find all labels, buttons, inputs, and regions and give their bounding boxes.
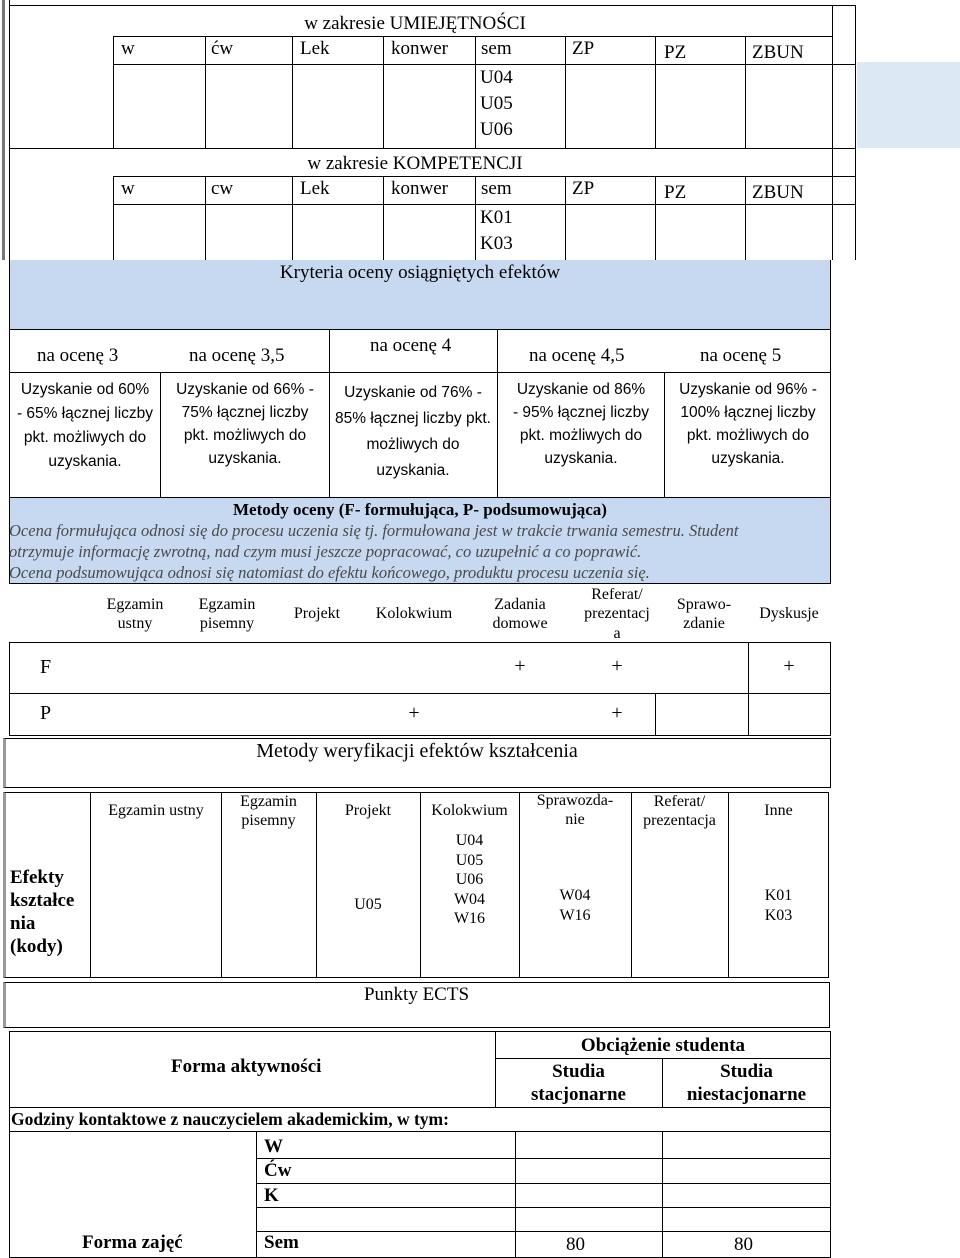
komp-header-zbun: ZBUN bbox=[752, 182, 804, 203]
umiej-header-lek: Lek bbox=[300, 38, 330, 59]
col-line bbox=[113, 176, 114, 260]
komp-header-pz: PZ bbox=[664, 182, 687, 203]
col-line bbox=[256, 1131, 257, 1258]
col-line bbox=[565, 176, 566, 260]
f-referat-mark: + bbox=[611, 655, 623, 677]
grade-4-5-label: na ocenę 4,5 bbox=[529, 345, 625, 366]
row-line bbox=[495, 1058, 831, 1059]
side-shade bbox=[857, 62, 960, 148]
grade-4-label: na ocenę 4 bbox=[370, 335, 452, 356]
col-line bbox=[90, 792, 91, 978]
grade-5-label: na ocenę 5 bbox=[700, 345, 782, 366]
row-line bbox=[256, 1207, 831, 1208]
col-line bbox=[655, 36, 656, 148]
outer-left-border bbox=[2, 0, 5, 260]
col-line bbox=[383, 36, 384, 148]
zajecia-cw: Ćw bbox=[264, 1160, 292, 1181]
ocena-header-egzamin-pisemny: Egzamin pisemny bbox=[198, 595, 256, 632]
umiej-sem-code: U04 bbox=[480, 67, 513, 88]
umiej-header-cw: ćw bbox=[211, 38, 234, 59]
col-line bbox=[745, 176, 746, 260]
col-line bbox=[113, 36, 114, 148]
wer-header-sprawozdanie: Sprawozda- nie bbox=[536, 791, 614, 828]
wer-projekt-code: U05 bbox=[354, 896, 382, 913]
grade-3-label: na ocenę 3 bbox=[37, 345, 119, 366]
row-label-f: F bbox=[40, 656, 52, 678]
col-line bbox=[292, 36, 293, 148]
umiej-header-sem: sem bbox=[481, 38, 512, 59]
wer-header-projekt: Projekt bbox=[344, 802, 392, 820]
f-zadania-mark: + bbox=[514, 655, 526, 677]
row-label-p: P bbox=[40, 702, 52, 724]
outer-left-border-inner bbox=[9, 0, 10, 260]
komp-header-cw: cw bbox=[211, 178, 234, 199]
umiej-header-top-line bbox=[113, 36, 832, 37]
ocena-header-kolokwium: Kolokwium bbox=[375, 605, 453, 623]
col-line bbox=[515, 1131, 516, 1258]
wer-header-referat: Referat/ prezentacja bbox=[643, 792, 716, 829]
col-line bbox=[745, 36, 746, 148]
metody-oceny-title: Metody oceny (F- formułująca, P- podsumowująca) bbox=[233, 500, 607, 519]
ocena-header-dyskusje: Dyskusje bbox=[759, 605, 819, 623]
umiej-sem-code: U05 bbox=[480, 93, 513, 114]
kryteria-row-line bbox=[9, 372, 831, 373]
forma-aktywnosci-label: Forma aktywności bbox=[171, 1056, 322, 1077]
forma-zajec-label: Forma zajęć bbox=[82, 1232, 183, 1253]
col-line bbox=[497, 330, 498, 498]
f-sprawozdanie-mark: + bbox=[783, 655, 795, 677]
komp-header-top-line bbox=[113, 176, 855, 177]
p-zadania-mark: + bbox=[611, 702, 623, 724]
row-line bbox=[256, 1231, 831, 1232]
wer-header-inne: Inne bbox=[764, 802, 793, 820]
metody-oceny-line: Ocena podsumowująca odnosi się natomiast do efektu końcowego, produktu procesu uczenia się. bbox=[9, 563, 650, 582]
grade-4-desc: Uzyskanie od 76% - 85% łącznej liczby pkt. możliwych do uzyskania. bbox=[335, 384, 491, 479]
p-kolokwium-mark: + bbox=[408, 702, 420, 724]
col-line bbox=[475, 36, 476, 148]
col-line bbox=[292, 176, 293, 260]
grade-3-desc: Uzyskanie od 60% - 65% łącznej liczby pkt. możliwych do uzyskania. bbox=[16, 381, 154, 470]
umiej-header-pz: PZ bbox=[664, 42, 687, 63]
umiej-header-zp: ZP bbox=[572, 38, 595, 59]
row-line bbox=[256, 1158, 831, 1159]
ocena-header-zadania-domowe: Zadania domowe bbox=[492, 595, 548, 632]
kryteria-title: Kryteria oceny osiągniętych efektów bbox=[279, 262, 561, 283]
kompetencji-title: w zakresie KOMPETENCJI bbox=[307, 153, 523, 174]
umiej-sem-code: U06 bbox=[480, 119, 513, 140]
ects-title: Punkty ECTS bbox=[363, 984, 470, 1005]
weryfikacja-title: Metody weryfikacji efektów kształcenia bbox=[256, 740, 578, 762]
studia-niestacjonarne-label: Studia niestacjonarne bbox=[686, 1061, 807, 1105]
ocena-row-f bbox=[9, 642, 831, 694]
col-line bbox=[205, 176, 206, 260]
zajecia-k: K bbox=[264, 1185, 279, 1206]
sem-niestacjonarne-value: 80 bbox=[734, 1234, 753, 1255]
row-line bbox=[9, 1131, 831, 1132]
komp-header-lek: Lek bbox=[300, 178, 330, 199]
right-border-inner bbox=[832, 5, 833, 260]
ocena-header-egzamin-ustny: Egzamin ustny bbox=[106, 595, 164, 632]
wer-sprawozdanie-codes: W04 W16 bbox=[559, 887, 591, 924]
row-line bbox=[9, 1107, 831, 1108]
komp-header-w: w bbox=[121, 178, 135, 199]
umiej-header-konwer: konwer bbox=[391, 38, 448, 59]
ocena-header-referat: Referat/ prezentacj a bbox=[584, 586, 650, 642]
komp-header-bottom-line bbox=[113, 204, 855, 205]
efekty-row-label: Efekty kształce nia (kody) bbox=[10, 867, 75, 957]
wer-header-egzamin-ustny: Egzamin ustny bbox=[108, 802, 204, 820]
grade-3-5-desc: Uzyskanie od 66% - 75% łącznej liczby pkt. możliwych do uzyskania. bbox=[176, 381, 314, 467]
zajecia-w: W bbox=[264, 1136, 283, 1157]
row-line bbox=[256, 1183, 831, 1184]
col-line bbox=[205, 36, 206, 148]
umiej-header-bottom-line bbox=[113, 64, 855, 65]
metody-oceny-line: Ocena formułująca odnosi się do procesu uczenia się tj. formułowana jest w trakcie trwania semestru. Student bbox=[9, 521, 739, 540]
umiejetnosci-title: w zakresie UMIEJĘTNOŚCI bbox=[304, 13, 526, 34]
col-line bbox=[383, 176, 384, 260]
komp-header-sem: sem bbox=[481, 178, 512, 199]
col-line bbox=[664, 372, 665, 498]
col-line bbox=[655, 176, 656, 260]
zajecia-sem: Sem bbox=[264, 1232, 299, 1253]
ocena-header-projekt: Projekt bbox=[293, 605, 341, 623]
wer-kolokwium-codes: U04 U05 U06 W04 W16 bbox=[453, 832, 486, 927]
col-line bbox=[160, 372, 161, 498]
obciazenie-label: Obciążenie studenta bbox=[580, 1035, 746, 1056]
col-line bbox=[565, 36, 566, 148]
grade-3-5-label: na ocenę 3,5 bbox=[189, 345, 285, 366]
ocena-header-sprawozdanie: Sprawo- zdanie bbox=[676, 595, 732, 632]
wer-inne-codes: K01 K03 bbox=[764, 887, 793, 924]
wer-header-kolokwium: Kolokwium bbox=[431, 802, 508, 820]
right-border bbox=[855, 5, 856, 260]
umiej-header-zbun: ZBUN bbox=[752, 42, 804, 63]
sem-stacjonarne-value: 80 bbox=[566, 1234, 585, 1255]
studia-stacjonarne-label: Studia stacjonarne bbox=[531, 1061, 626, 1105]
komp-header-konwer: konwer bbox=[391, 178, 448, 199]
komp-sem-code: K03 bbox=[480, 233, 513, 254]
umiej-header-w: w bbox=[121, 38, 135, 59]
grade-5-desc: Uzyskanie od 96% - 100% łącznej liczby pkt. możliwych do uzyskania. bbox=[679, 381, 817, 467]
grade-4-5-desc: Uzyskanie od 86% - 95% łącznej liczby pkt. możliwych do uzyskania. bbox=[512, 381, 650, 467]
komp-header-zp: ZP bbox=[572, 178, 595, 199]
komp-sem-code: K01 bbox=[480, 207, 513, 228]
wer-header-egzamin-pisemny: Egzamin pisemny bbox=[240, 792, 297, 829]
top-border bbox=[9, 5, 855, 6]
metody-oceny-line: otrzymuje informację zwrotną, nad czym musi jeszcze popracować, co uzupełnić a co poprawić. bbox=[9, 542, 642, 561]
section-divider bbox=[9, 148, 855, 149]
godziny-kontaktowe-label: Godziny kontaktowe z nauczycielem akademickim, w tym: bbox=[11, 1109, 449, 1129]
col-line bbox=[475, 176, 476, 260]
col-line bbox=[662, 1131, 663, 1258]
